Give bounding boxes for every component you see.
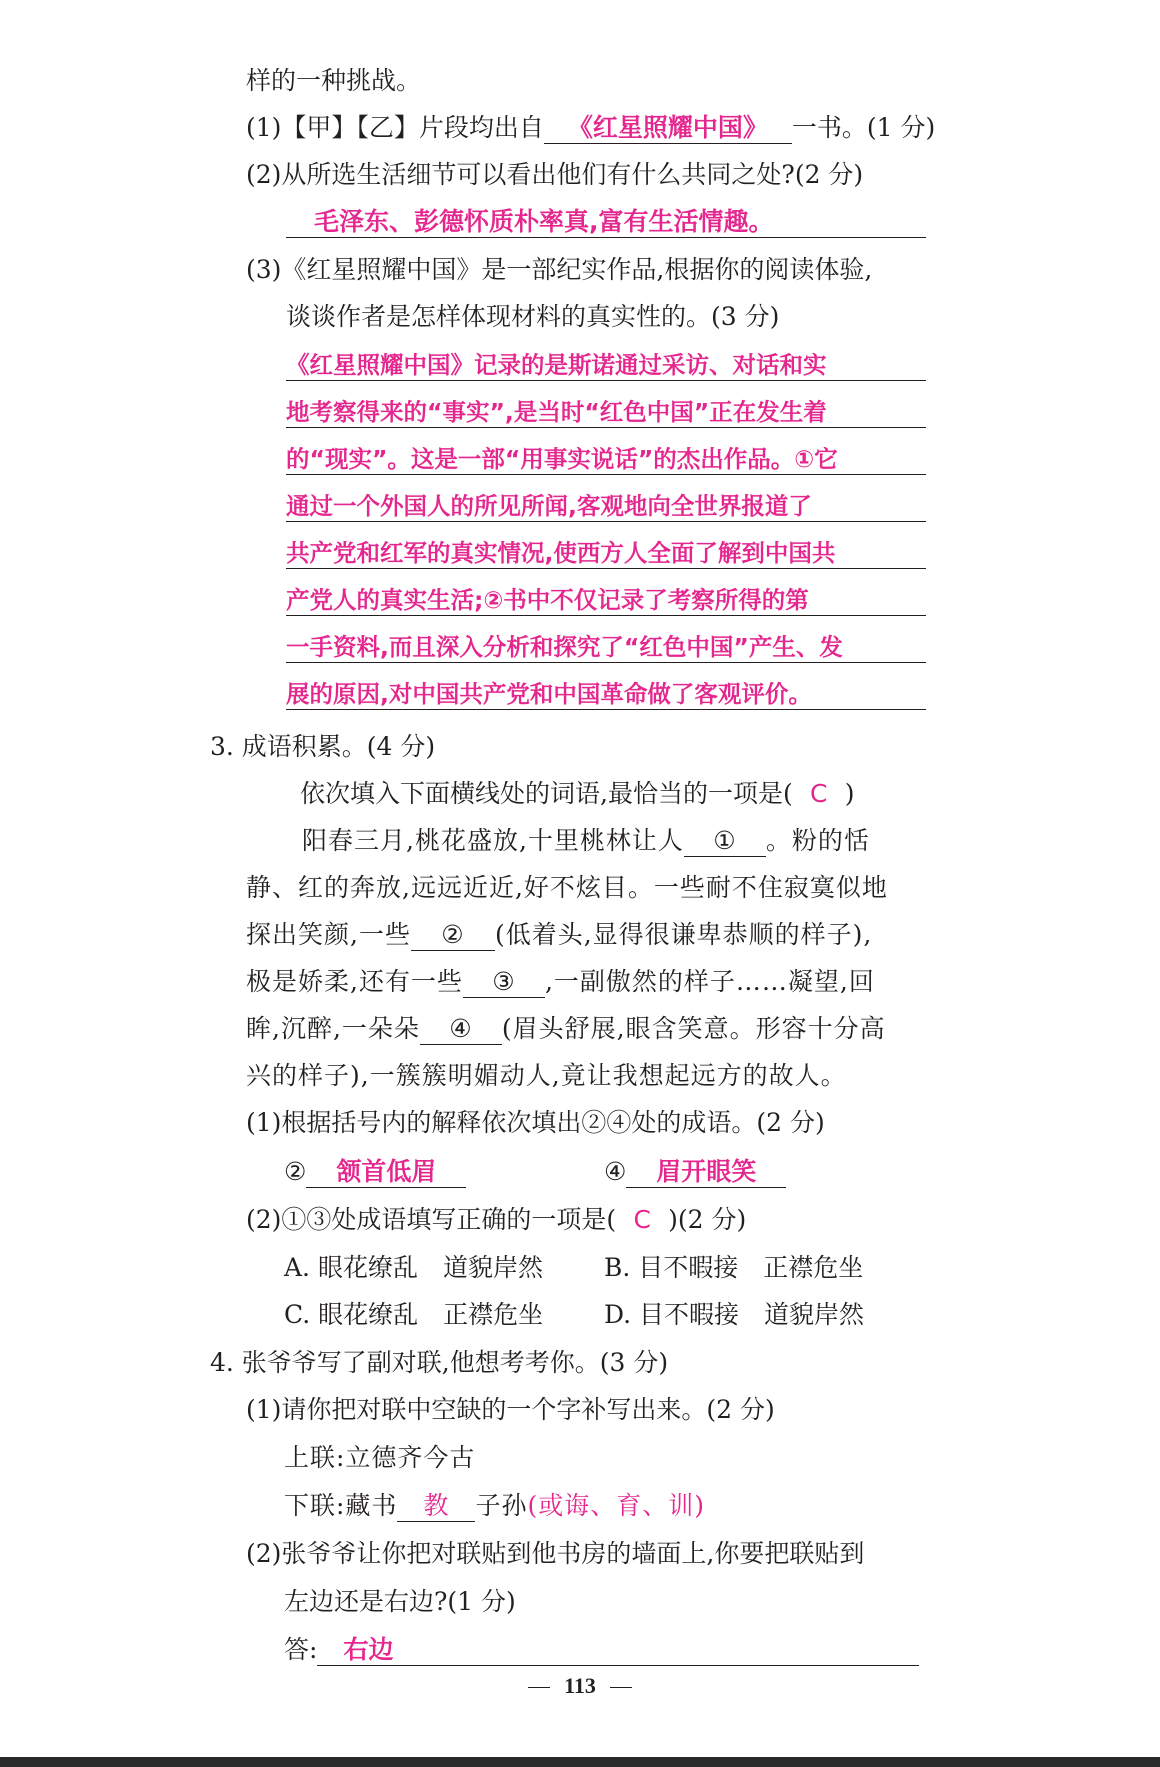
- upper-couplet: 上联:立德齐今古: [284, 1443, 476, 1472]
- option-d: D. 目不暇接 道貌岸然: [604, 1300, 865, 1329]
- passage-line: 眸,沉醉,一朵朵 ④ (眉头舒展,眼含笑意。形容十分高: [246, 1014, 886, 1043]
- question-3-answer-line: 地考察得来的“事实”,是当时“红色中国”正在发生着: [286, 397, 926, 428]
- text-line: 样的一种挑战。: [246, 66, 422, 95]
- passage-line: 极是娇柔,还有一些 ③ ,一副傲然的样子……凝望,回: [246, 967, 875, 996]
- lower-couplet: 下联:藏书 教 子孙(或诲、育、训): [284, 1491, 705, 1520]
- option-a: A. 眼花缭乱 道貌岸然: [284, 1253, 543, 1282]
- passage-line: 阳春三月,桃花盛放,十里桃林让人 ① 。粉的恬: [302, 826, 870, 855]
- question-1-answer-blank: [544, 113, 792, 144]
- question-1-answer: 《红星照耀中国》: [567, 113, 768, 142]
- passage-line: 静、红的奔放,远远近近,好不炫目。一些耐不住寂寞似地: [246, 873, 888, 902]
- answer-row: [284, 1635, 919, 1666]
- question-3-answer-line: 产党人的真实生活;②书中不仅记录了考察所得的第: [286, 585, 926, 616]
- passage-line: 兴的样子),一簇簇明媚动人,竟让我想起远方的故人。: [246, 1061, 847, 1090]
- section-3-answer-4: ④ 眉开眼笑: [604, 1157, 786, 1188]
- question-2-answer-line: [286, 207, 926, 238]
- blank-1: ①: [684, 826, 766, 857]
- question-2-answer: 毛泽东、彭德怀质朴率真,富有生活情趣。: [314, 207, 774, 236]
- section-4-title: 4. 张爷爷写了副对联,他想考考你。(3 分): [210, 1348, 669, 1377]
- question-1: [246, 113, 935, 144]
- question-3-answer-line: 一手资料,而且深入分析和探究了“红色中国”产生、发: [286, 632, 926, 663]
- question-3-answer-line: 共产党和红军的真实情况,使西方人全面了解到中国共: [286, 538, 926, 569]
- blank-3: ③: [463, 967, 545, 998]
- section-3-title: 3. 成语积累。(4 分): [210, 732, 436, 761]
- page-number: 113: [0, 1673, 1160, 1699]
- section-3-question-1: (1)根据括号内的解释依次填出②④处的成语。(2 分): [246, 1108, 825, 1137]
- section-3-instruction: 依次填入下面横线处的词语,最恰当的一项是( C ): [300, 779, 855, 808]
- question-3-answer-line: 的“现实”。这是一部“用事实说话”的杰出作品。①它: [286, 444, 926, 475]
- option-b: B. 目不暇接 正襟危坐: [604, 1253, 864, 1282]
- section-4-question-1: (1)请你把对联中空缺的一个字补写出来。(2 分): [246, 1395, 775, 1424]
- question-3-line-2: 谈谈作者是怎样体现材料的真实性的。(3 分): [286, 302, 780, 331]
- bottom-bar: [0, 1757, 1160, 1767]
- option-c: C. 眼花缭乱 正襟危坐: [284, 1300, 544, 1329]
- section-3-answer: C: [809, 779, 828, 808]
- section-3-question-2-answer: C: [633, 1205, 651, 1234]
- answer-label: 答:: [284, 1635, 318, 1664]
- question-3-answer-line: 《红星照耀中国》记录的是斯诺通过采访、对话和实: [286, 350, 926, 381]
- blank-4: ④: [420, 1014, 502, 1045]
- section-4-question-2-line-1: (2)张爷爷让你把对联贴到他书房的墙面上,你要把联贴到: [246, 1539, 865, 1568]
- question-3-answer-line: 展的原因,对中国共产党和中国革命做了客观评价。: [286, 679, 926, 710]
- question-1-prefix: (1)【甲】【乙】片段均出自: [246, 113, 544, 142]
- couplet-answer: 教: [423, 1491, 450, 1520]
- question-2: (2)从所选生活细节可以看出他们有什么共同之处?(2 分): [246, 160, 864, 189]
- answer-value: 右边: [343, 1635, 394, 1664]
- couplet-alternatives: (或诲、育、训): [527, 1491, 705, 1520]
- blank-2: ②: [411, 920, 495, 951]
- question-1-suffix: 一书。(1 分): [791, 113, 936, 142]
- question-3-line-1: (3)《红星照耀中国》是一部纪实作品,根据你的阅读体验,: [246, 255, 873, 284]
- passage-line: 探出笑颜,一些 ② (低着头,显得很谦卑恭顺的样子),: [246, 920, 873, 949]
- section-3-question-2: (2)①③处成语填写正确的一项是( C )(2 分): [246, 1205, 747, 1234]
- section-4-question-2-line-2: 左边还是右边?(1 分): [284, 1587, 516, 1616]
- section-3-answer-2: ② 颔首低眉: [284, 1157, 466, 1188]
- question-3-answer-line: 通过一个外国人的所见所闻,客观地向全世界报道了: [286, 491, 926, 522]
